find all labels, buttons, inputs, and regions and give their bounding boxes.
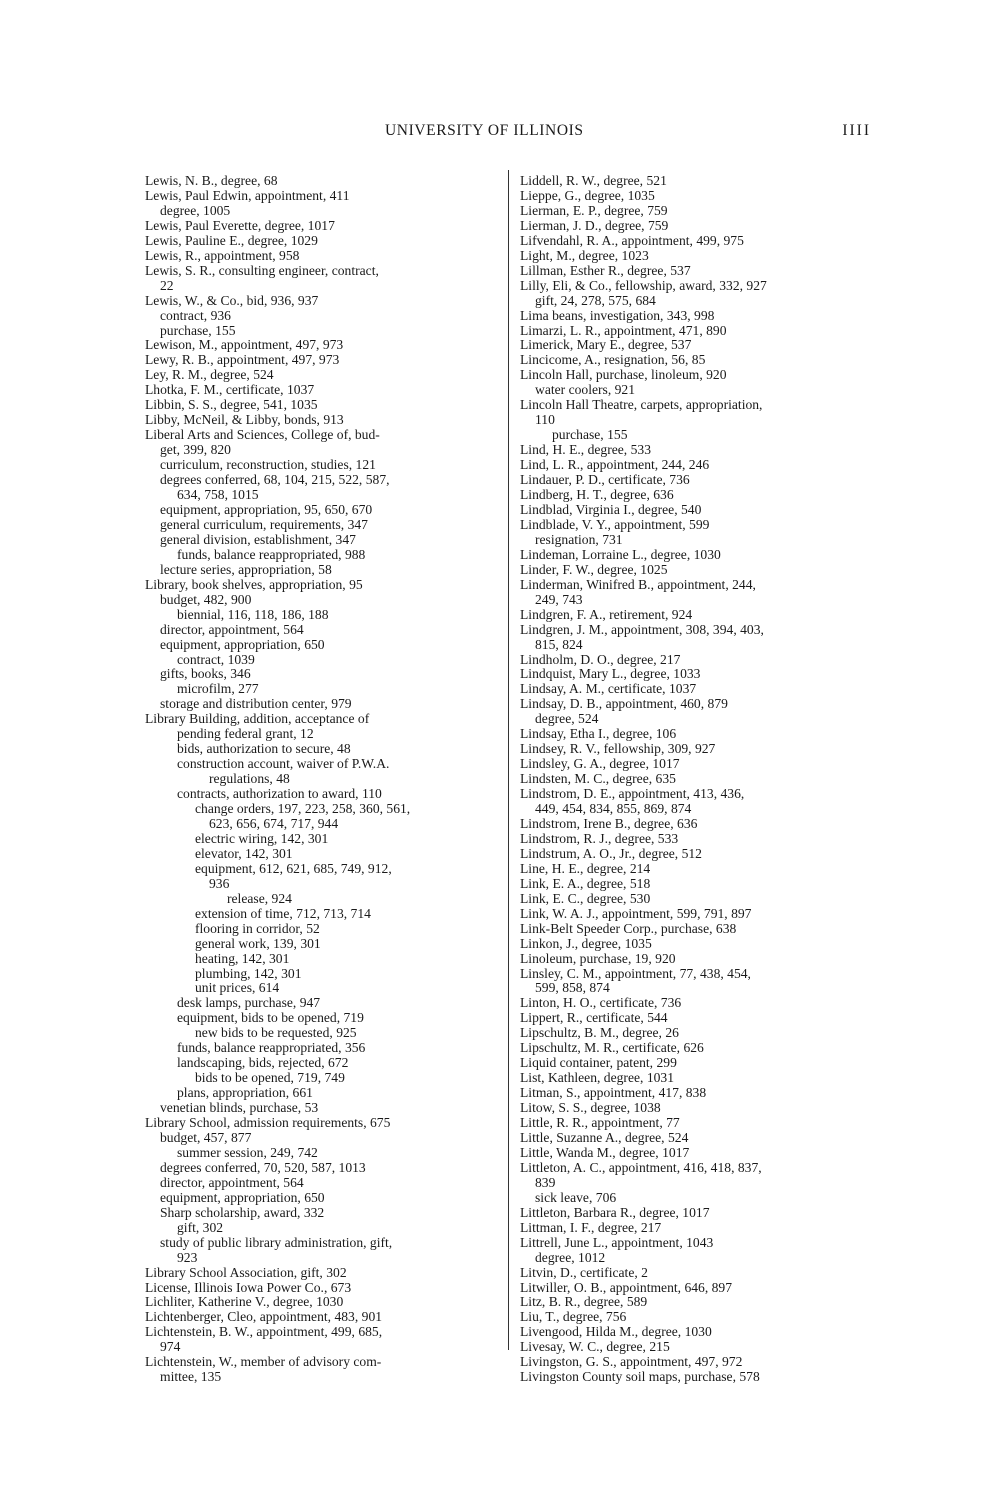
index-entry: Lewis, Pauline E., degree, 1029 xyxy=(145,232,318,248)
index-entry: contract, 936 xyxy=(160,307,231,323)
index-entry: venetian blinds, purchase, 53 xyxy=(160,1100,319,1116)
index-entry: Lichliter, Katherine V., degree, 1030 xyxy=(145,1294,344,1310)
index-entry: Lindsten, M. C., degree, 635 xyxy=(520,771,676,787)
column-divider xyxy=(508,170,509,1350)
index-entry: plumbing, 142, 301 xyxy=(195,965,302,981)
index-entry: new bids to be requested, 925 xyxy=(195,1025,357,1041)
index-entry: Lincoln Hall Theatre, carpets, appropriation, xyxy=(520,397,763,413)
index-entry: contracts, authorization to award, 110 xyxy=(177,786,382,802)
index-entry: Link, E. C., degree, 530 xyxy=(520,890,651,906)
index-entry: bids, authorization to secure, 48 xyxy=(177,741,351,757)
index-entry: equipment, 612, 621, 685, 749, 912, xyxy=(195,860,392,876)
index-entry: gift, 302 xyxy=(177,1219,224,1235)
index-entry: Linder, F. W., degree, 1025 xyxy=(520,561,668,577)
index-entry: Lincicome, A., resignation, 56, 85 xyxy=(520,352,706,368)
index-entry: extension of time, 712, 713, 714 xyxy=(195,905,371,921)
index-entry: regulations, 48 xyxy=(209,771,290,787)
index-entry: degree, 1012 xyxy=(535,1249,606,1265)
index-entry: Link-Belt Speeder Corp., purchase, 638 xyxy=(520,920,737,936)
index-entry: electric wiring, 142, 301 xyxy=(195,830,329,846)
index-entry: Littleton, A. C., appointment, 416, 418, 837, xyxy=(520,1159,762,1175)
index-entry: Lindberg, H. T., degree, 636 xyxy=(520,487,674,503)
index-entry: lecture series, appropriation, 58 xyxy=(160,561,332,577)
index-entry: Linsley, C. M., appointment, 77, 438, 454, xyxy=(520,965,751,981)
index-entry: Lhotka, F. M., certificate, 1037 xyxy=(145,382,315,398)
index-entry: Lindstrum, A. O., Jr., degree, 512 xyxy=(520,845,702,861)
index-entry: Liu, T., degree, 756 xyxy=(520,1309,627,1325)
index-entry: general division, establishment, 347 xyxy=(160,531,356,547)
index-entry: Linoleum, purchase, 19, 920 xyxy=(520,950,676,966)
page-header xyxy=(145,122,875,144)
index-entry: Litwiller, O. B., appointment, 646, 897 xyxy=(520,1279,733,1295)
index-entry: Lindblad, Virginia I., degree, 540 xyxy=(520,501,702,517)
index-entry: 634, 758, 1015 xyxy=(177,487,259,503)
index-entry: Lewis, N. B., degree, 68 xyxy=(145,173,278,188)
index-entry: Library Building, addition, acceptance of xyxy=(145,711,370,727)
index-entry: degree, 1005 xyxy=(160,202,231,218)
index-entry: elevator, 142, 301 xyxy=(195,845,293,861)
index-entry: 815, 824 xyxy=(535,636,583,652)
index-entry: Lichtenstein, B. W., appointment, 499, 685, xyxy=(145,1324,383,1340)
index-entry: Link, E. A., degree, 518 xyxy=(520,875,651,891)
index-entry: Lipschultz, B. M., degree, 26 xyxy=(520,1025,679,1041)
index-entry: Linkon, J., degree, 1035 xyxy=(520,935,652,951)
index-entry: Lilly, Eli, & Co., fellowship, award, 332, 927 xyxy=(520,277,767,293)
index-entry: equipment, appropriation, 650 xyxy=(160,636,325,652)
index-entry: Little, Suzanne A., degree, 524 xyxy=(520,1130,689,1145)
index-entry: construction account, waiver of P.W.A. xyxy=(177,756,390,772)
index-entry: Littleton, Barbara R., degree, 1017 xyxy=(520,1204,710,1220)
index-entry: director, appointment, 564 xyxy=(160,1174,304,1190)
index-entry: Lind, L. R., appointment, 244, 246 xyxy=(520,457,710,473)
index-entry: Litvin, D., certificate, 2 xyxy=(520,1264,648,1280)
index-entry: Lindgren, J. M., appointment, 308, 394, 403, xyxy=(520,621,764,637)
index-entry: change orders, 197, 223, 258, 360, 561, xyxy=(195,801,411,817)
index-entry: Library, book shelves, appropriation, 95 xyxy=(145,576,363,592)
index-entry: Light, M., degree, 1023 xyxy=(520,247,649,263)
index-entry: Lindsay, A. M., certificate, 1037 xyxy=(520,681,697,697)
index-entry: funds, balance reappropriated, 988 xyxy=(177,546,366,562)
index-entry: List, Kathleen, degree, 1031 xyxy=(520,1070,675,1086)
index-entry: 936 xyxy=(209,875,230,891)
index-entry: gift, 24, 278, 575, 684 xyxy=(535,292,656,308)
index-entry: 839 xyxy=(535,1174,556,1190)
index-entry: gifts, books, 346 xyxy=(160,666,251,682)
index-entry: 923 xyxy=(177,1249,198,1265)
index-entry: Lindblade, V. Y., appointment, 599 xyxy=(520,516,710,532)
index-entry: 974 xyxy=(160,1339,181,1355)
index-column-right xyxy=(520,174,880,1385)
index-entry: Lindquist, Mary L., degree, 1033 xyxy=(520,666,701,682)
index-entry: Lindsley, G. A., degree, 1017 xyxy=(520,756,680,772)
index-entry: landscaping, bids, rejected, 672 xyxy=(177,1055,349,1071)
index-entry: Libbin, S. S., degree, 541, 1035 xyxy=(145,397,318,413)
index-entry: bids to be opened, 719, 749 xyxy=(195,1070,345,1086)
index-entry: Livengood, Hilda M., degree, 1030 xyxy=(520,1324,712,1340)
index-entry: study of public library administration, gift, xyxy=(160,1234,393,1250)
index-entry: equipment, appropriation, 650 xyxy=(160,1189,325,1205)
index-column-left xyxy=(145,174,497,1385)
index-entry: Lewy, R. B., appointment, 497, 973 xyxy=(145,352,340,368)
index-entry: mittee, 135 xyxy=(160,1369,222,1385)
index-entry: Liberal Arts and Sciences, College of, bud- xyxy=(145,427,380,443)
index-entry: Livingston, G. S., appointment, 497, 972 xyxy=(520,1354,743,1370)
index-entry: Lewis, Paul Everette, degree, 1017 xyxy=(145,217,335,233)
index-entry: 249, 743 xyxy=(535,591,583,607)
index-entry: Library School, admission requirements, 675 xyxy=(145,1115,391,1131)
index-entry: Link, W. A. J., appointment, 599, 791, 897 xyxy=(520,905,752,921)
index-entry: Lewis, S. R., consulting engineer, contract, xyxy=(145,262,379,278)
index-entry: director, appointment, 564 xyxy=(160,621,304,637)
index-entry: degrees conferred, 70, 520, 587, 1013 xyxy=(160,1159,366,1175)
index-entry: Littman, I. F., degree, 217 xyxy=(520,1219,662,1235)
index-entry: Litman, S., appointment, 417, 838 xyxy=(520,1085,707,1101)
index-entry: 599, 858, 874 xyxy=(535,980,610,996)
index-entry: get, 399, 820 xyxy=(160,442,231,458)
index-entry: Lewison, M., appointment, 497, 973 xyxy=(145,337,344,353)
page-number: IIII xyxy=(842,122,871,139)
index-entry: Lind, H. E., degree, 533 xyxy=(520,442,651,458)
index-entry: 449, 454, 834, 855, 869, 874 xyxy=(535,801,692,817)
index-entry: purchase, 155 xyxy=(160,322,236,338)
index-entry: Limarzi, L. R., appointment, 471, 890 xyxy=(520,322,727,338)
index-entry: Linton, H. O., certificate, 736 xyxy=(520,995,682,1011)
index-entry: general work, 139, 301 xyxy=(195,935,321,951)
index-entry: purchase, 155 xyxy=(552,427,628,443)
index-entry: Lincoln Hall, purchase, linoleum, 920 xyxy=(520,367,727,383)
index-entry: Lindauer, P. D., certificate, 736 xyxy=(520,472,690,488)
index-entry: microfilm, 277 xyxy=(177,681,259,697)
index-entry: Littrell, June L., appointment, 1043 xyxy=(520,1234,714,1250)
index-entry: heating, 142, 301 xyxy=(195,950,290,966)
index-entry: Liquid container, patent, 299 xyxy=(520,1055,677,1071)
index-entry: biennial, 116, 118, 186, 188 xyxy=(177,606,329,622)
index-entry: water coolers, 921 xyxy=(535,382,636,398)
index-entry: summer session, 249, 742 xyxy=(177,1144,318,1160)
index-entry: Lindsay, D. B., appointment, 460, 879 xyxy=(520,696,728,712)
index-entry: budget, 457, 877 xyxy=(160,1130,252,1145)
index-entry: Lillman, Esther R., degree, 537 xyxy=(520,262,691,278)
index-entry: Lindsey, R. V., fellowship, 309, 927 xyxy=(520,741,716,757)
index-entry: equipment, appropriation, 95, 650, 670 xyxy=(160,501,373,517)
index-entry: Litz, B. R., degree, 589 xyxy=(520,1294,648,1310)
index-entry: Lindgren, F. A., retirement, 924 xyxy=(520,606,693,622)
index-entry: Little, Wanda M., degree, 1017 xyxy=(520,1144,690,1160)
index-entry: Ley, R. M., degree, 524 xyxy=(145,367,274,383)
index-entry: equipment, bids to be opened, 719 xyxy=(177,1010,364,1026)
index-entry: 22 xyxy=(160,277,174,293)
index-entry: Livingston County soil maps, purchase, 578 xyxy=(520,1369,760,1385)
index-entry: release, 924 xyxy=(227,890,292,906)
index-entry: Lindeman, Lorraine L., degree, 1030 xyxy=(520,546,721,562)
index-entry: Lieppe, G., degree, 1035 xyxy=(520,187,655,203)
index-entry: Lichtenberger, Cleo, appointment, 483, 901 xyxy=(145,1309,383,1325)
index-entry: Lierman, J. D., degree, 759 xyxy=(520,217,669,233)
index-entry: Liddell, R. W., degree, 521 xyxy=(520,173,667,188)
index-entry: contract, 1039 xyxy=(177,651,255,667)
index-entry: Line, H. E., degree, 214 xyxy=(520,860,651,876)
index-entry: storage and distribution center, 979 xyxy=(160,696,352,712)
index-entry: Lippert, R., certificate, 544 xyxy=(520,1010,668,1026)
index-entry: Lewis, W., & Co., bid, 936, 937 xyxy=(145,292,319,308)
index-entry: resignation, 731 xyxy=(535,531,623,547)
index-entry: degree, 524 xyxy=(535,711,599,727)
index-entry: License, Illinois Iowa Power Co., 673 xyxy=(145,1279,352,1295)
index-entry: Lipschultz, M. R., certificate, 626 xyxy=(520,1040,704,1056)
index-entry: Linderman, Winifred B., appointment, 244, xyxy=(520,576,756,592)
index-entry: Sharp scholarship, award, 332 xyxy=(160,1204,325,1220)
running-title: UNIVERSITY OF ILLINOIS xyxy=(385,122,584,139)
index-entry: Lichtenstein, W., member of advisory com- xyxy=(145,1354,382,1370)
index-entry: Little, R. R., appointment, 77 xyxy=(520,1115,680,1131)
index-entry: Lindstrom, D. E., appointment, 413, 436, xyxy=(520,786,745,802)
index-entry: Livesay, W. C., degree, 215 xyxy=(520,1339,670,1355)
index-entry: Lima beans, investigation, 343, 998 xyxy=(520,307,715,323)
index-entry: unit prices, 614 xyxy=(195,980,280,996)
index-entry: Lindsay, Etha I., degree, 106 xyxy=(520,726,677,742)
index-entry: Libby, McNeil, & Libby, bonds, 913 xyxy=(145,412,344,428)
index-entry: sick leave, 706 xyxy=(535,1189,617,1205)
index-entry: Lewis, R., appointment, 958 xyxy=(145,247,300,263)
index-entry: Lindstrom, Irene B., degree, 636 xyxy=(520,815,698,831)
index-entry: Litow, S. S., degree, 1038 xyxy=(520,1100,661,1116)
index-entry: general curriculum, requirements, 347 xyxy=(160,516,368,532)
index-entry: Lierman, E. P., degree, 759 xyxy=(520,202,668,218)
index-entry: Lindstrom, R. J., degree, 533 xyxy=(520,830,679,846)
index-entry: curriculum, reconstruction, studies, 121 xyxy=(160,457,376,473)
index-entry: desk lamps, purchase, 947 xyxy=(177,995,321,1011)
index-entry: flooring in corridor, 52 xyxy=(195,920,320,936)
index-entry: Library School Association, gift, 302 xyxy=(145,1264,347,1280)
index-entry: Limerick, Mary E., degree, 537 xyxy=(520,337,692,353)
index-entry: degrees conferred, 68, 104, 215, 522, 587, xyxy=(160,472,390,488)
index-entry: funds, balance reappropriated, 356 xyxy=(177,1040,366,1056)
index-entry: plans, appropriation, 661 xyxy=(177,1085,313,1101)
index-entry: Lindholm, D. O., degree, 217 xyxy=(520,651,681,667)
index-entry: Lifvendahl, R. A., appointment, 499, 975 xyxy=(520,232,744,248)
index-entry: budget, 482, 900 xyxy=(160,591,252,607)
index-entry: Lewis, Paul Edwin, appointment, 411 xyxy=(145,187,350,203)
index-entry: 110 xyxy=(535,412,555,428)
index-entry: pending federal grant, 12 xyxy=(177,726,314,742)
index-entry: 623, 656, 674, 717, 944 xyxy=(209,815,339,831)
